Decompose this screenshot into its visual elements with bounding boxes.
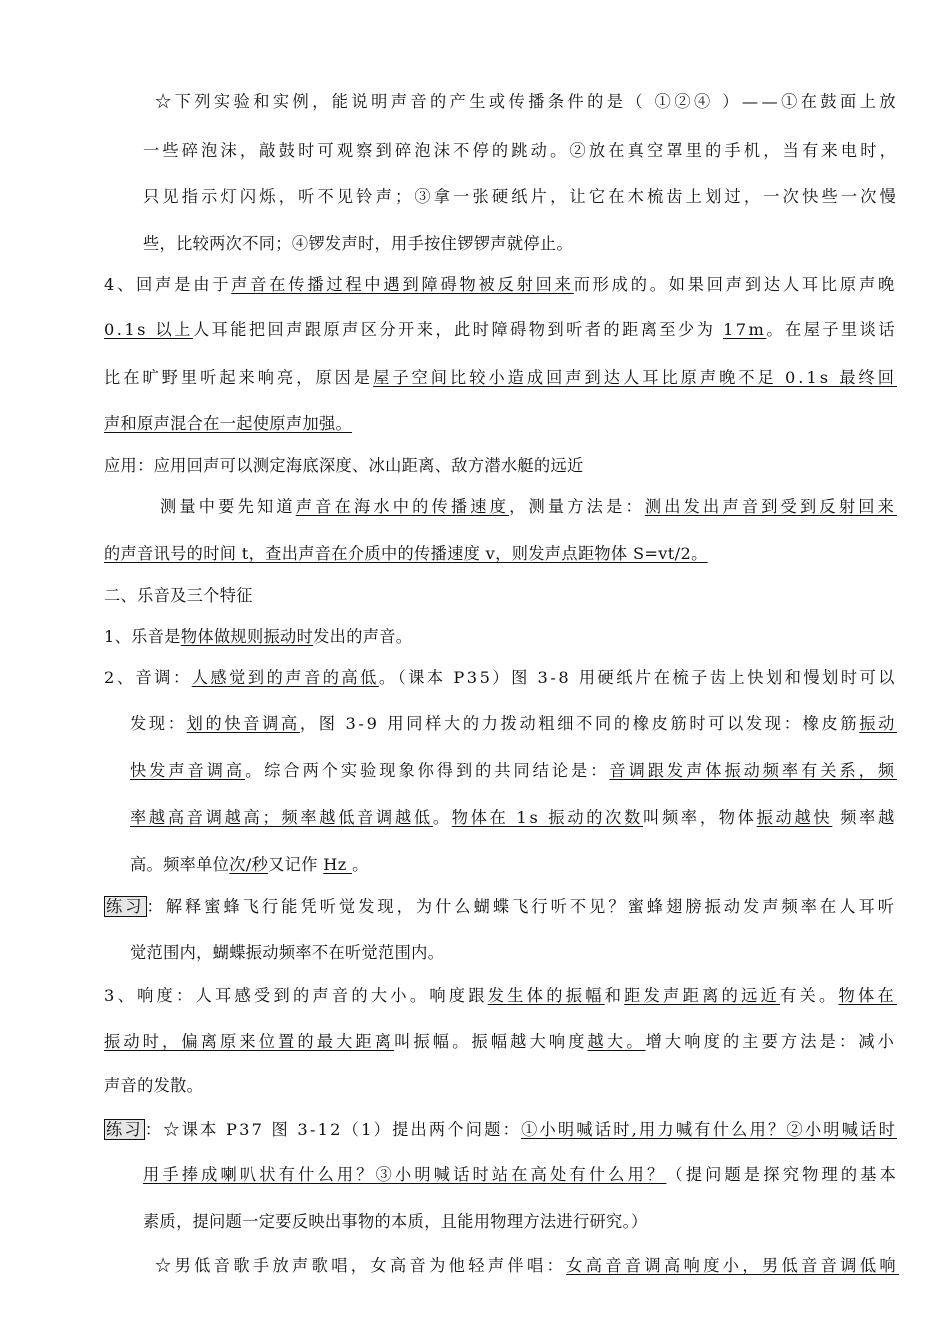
text-segment: 高。频率单位 — [130, 855, 230, 874]
underlined-answer: 振动时，偏离原来位置的最大距离 — [104, 1032, 395, 1051]
text-segment: ☆下列实验和实例，能说明声音的产生或传播条件的是（ ①②④ ）——①在鼓面上放 — [155, 92, 899, 111]
underlined-answer: ①小明喊话时,用力喊有什么用？②小明喊话时 — [521, 1120, 898, 1139]
text-line — [155, 92, 899, 112]
text-line — [104, 544, 708, 564]
text-line — [104, 897, 897, 917]
exercise-label: 练习 — [106, 897, 145, 916]
text-segment: ：解释蜜蜂飞行能凭听觉发现，为什么蝴蝶飞行听不见？蜜蜂翅膀振动发声频率在人耳听 — [146, 897, 898, 916]
text-line — [130, 761, 897, 781]
underlined-answer: 的声音讯号的时间 t，查出声音在介质中的传播速度 v，则发声点距物体 S=vt/2。 — [104, 544, 708, 563]
underlined-answer: 次/秒 — [229, 855, 269, 874]
text-segment: 素质，提问题一定要反映出事物的本质，且能用物理方法进行研究。） — [143, 1212, 648, 1231]
text-segment: 频率越 — [832, 808, 897, 827]
text-segment: 。综合两个实验现象你得到的共同结论是： — [245, 761, 610, 780]
text-segment: 3、响度：人耳感受到的声音的大小。响度跟 — [104, 986, 488, 1005]
text-line — [130, 714, 897, 734]
text-line — [104, 668, 897, 688]
underlined-answer: Hz — [323, 855, 353, 874]
text-segment: 。（课本 P35）图 3-8 用硬纸片在梳子齿上快划和慢划时可以 — [378, 668, 898, 687]
text-segment: 增大响度的主要方法是：减小 — [645, 1032, 898, 1051]
underlined-answer: 物体在 1s 振动的次数 — [451, 808, 644, 827]
underlined-answer: 声音在传播过程中遇到障碍物被反射回来 — [231, 275, 574, 294]
text-segment: 4、回声是由于 — [104, 275, 232, 294]
text-segment: 叫振幅。振幅越大响度 — [394, 1032, 588, 1051]
text-line — [104, 1032, 897, 1052]
text-line — [104, 320, 897, 340]
text-line — [160, 497, 897, 517]
text-line — [130, 808, 897, 828]
text-segment: 应用：应用回声可以测定海底深度、冰山距离、敌方潜水艇的远近 — [104, 456, 584, 475]
text-segment: 一些碎泡沫，敲鼓时可观察到碎泡沫不停的跳动。②放在真空罩里的手机，当有来电时， — [143, 141, 899, 160]
underlined-answer: 音调跟发声体振动频率有关系，频 — [609, 761, 898, 780]
text-segment: 有关。 — [780, 986, 839, 1005]
underlined-answer: 声和原声混合在一起使原声加强。 — [104, 414, 353, 433]
underlined-answer: 女高音音调高响度小，男低音音调低响 — [566, 1256, 899, 1275]
text-line — [104, 414, 352, 434]
underlined-answer: 物体在 — [838, 986, 897, 1005]
text-line — [104, 275, 897, 295]
text-line — [104, 986, 897, 1006]
text-segment: 。 — [352, 855, 369, 874]
text-segment: 觉范围内，蝴蝶振动频率不在听觉范围内。 — [130, 943, 445, 962]
underlined-answer: 振动 — [859, 714, 897, 733]
underlined-answer: 发生体的振幅 — [487, 986, 605, 1005]
text-segment: 些，比较两次不同；④锣发声时，用手按住锣锣声就停止。 — [143, 234, 573, 253]
underlined-answer: 用手捧成喇叭状有什么用？③小明喊话时站在高处有什么用？ — [143, 1165, 667, 1184]
text-line — [104, 586, 253, 606]
underlined-answer: 振动越快 — [756, 808, 833, 827]
underlined-answer: 人感觉到的声音的高低 — [191, 668, 379, 687]
text-segment: （提问题是探究物理的基本 — [666, 1165, 900, 1184]
text-segment: ，测量方法是： — [509, 497, 645, 516]
text-segment: ，图 3-9 用同样大的力拨动粗细不同的橡皮筋时可以发现：橡皮筋 — [299, 714, 860, 733]
text-line — [143, 141, 899, 161]
text-segment: ☆男低音歌手放声歌唱，女高音为他轻声伴唱： — [155, 1256, 567, 1275]
underlined-answer: 声音在海水中的传播速度 — [295, 497, 510, 516]
text-segment: 1、乐音是 — [104, 627, 181, 646]
text-line — [143, 1165, 899, 1185]
text-segment: 只见指示灯闪烁，听不见铃声；③拿一张硬纸片，让它在木梳齿上划过，一次快些一次慢 — [143, 187, 899, 206]
underlined-answer: 测出发出声音到受到反射回来 — [644, 497, 897, 516]
underlined-answer: 物体做规则振动时 — [180, 627, 314, 646]
text-segment: 比在旷野里听起来响亮，原因是 — [104, 368, 374, 387]
text-line — [104, 1120, 897, 1140]
text-line — [130, 855, 369, 875]
exercise-label: 练习 — [106, 1120, 143, 1139]
text-segment: 和 — [604, 986, 625, 1005]
text-segment: 人耳能把回声跟原声区分开来，此时障碍物到听者的距离至少为 — [192, 320, 723, 339]
text-segment: 发现： — [130, 714, 187, 733]
underlined-answer: 越大。 — [587, 1032, 646, 1051]
underlined-answer: 率越高音调越高；频率越低音调越低 — [130, 808, 433, 827]
text-line — [143, 234, 573, 254]
text-segment: 叫频率，物体 — [643, 808, 757, 827]
text-line — [143, 187, 899, 207]
text-segment: 。在屋子里谈话 — [766, 320, 897, 339]
text-segment: 而形成的。如果回声到达人耳比原声晚 — [573, 275, 897, 294]
text-line — [104, 368, 897, 388]
underlined-answer: 距发声距离的远近 — [624, 986, 781, 1005]
text-line — [104, 456, 584, 476]
underlined-answer: 快发声音调高 — [130, 761, 246, 780]
text-line — [104, 627, 412, 647]
text-segment: ：☆课本 P37 图 3-12（1）提出两个问题： — [144, 1120, 522, 1139]
text-segment: 二、乐音及三个特征 — [104, 586, 253, 605]
underlined-answer: 0.1s 以上 — [104, 320, 193, 339]
text-line — [155, 1256, 899, 1276]
text-segment: 测量中要先知道 — [160, 497, 296, 516]
text-segment: 发出的声音。 — [313, 627, 413, 646]
underlined-answer: 17m — [723, 320, 767, 339]
text-segment: 又记作 — [268, 855, 324, 874]
underlined-answer: 划的快音调高 — [186, 714, 300, 733]
text-segment: 声音的发散。 — [104, 1076, 204, 1095]
underlined-answer: 屋子空间比较小造成回声到达人耳比原声晚不足 0.1s 最终回 — [373, 368, 897, 387]
text-segment: 2、音调： — [104, 668, 192, 687]
text-segment: 。 — [432, 808, 452, 827]
text-line — [104, 1076, 203, 1096]
text-line — [143, 1212, 648, 1232]
text-line — [130, 943, 444, 963]
